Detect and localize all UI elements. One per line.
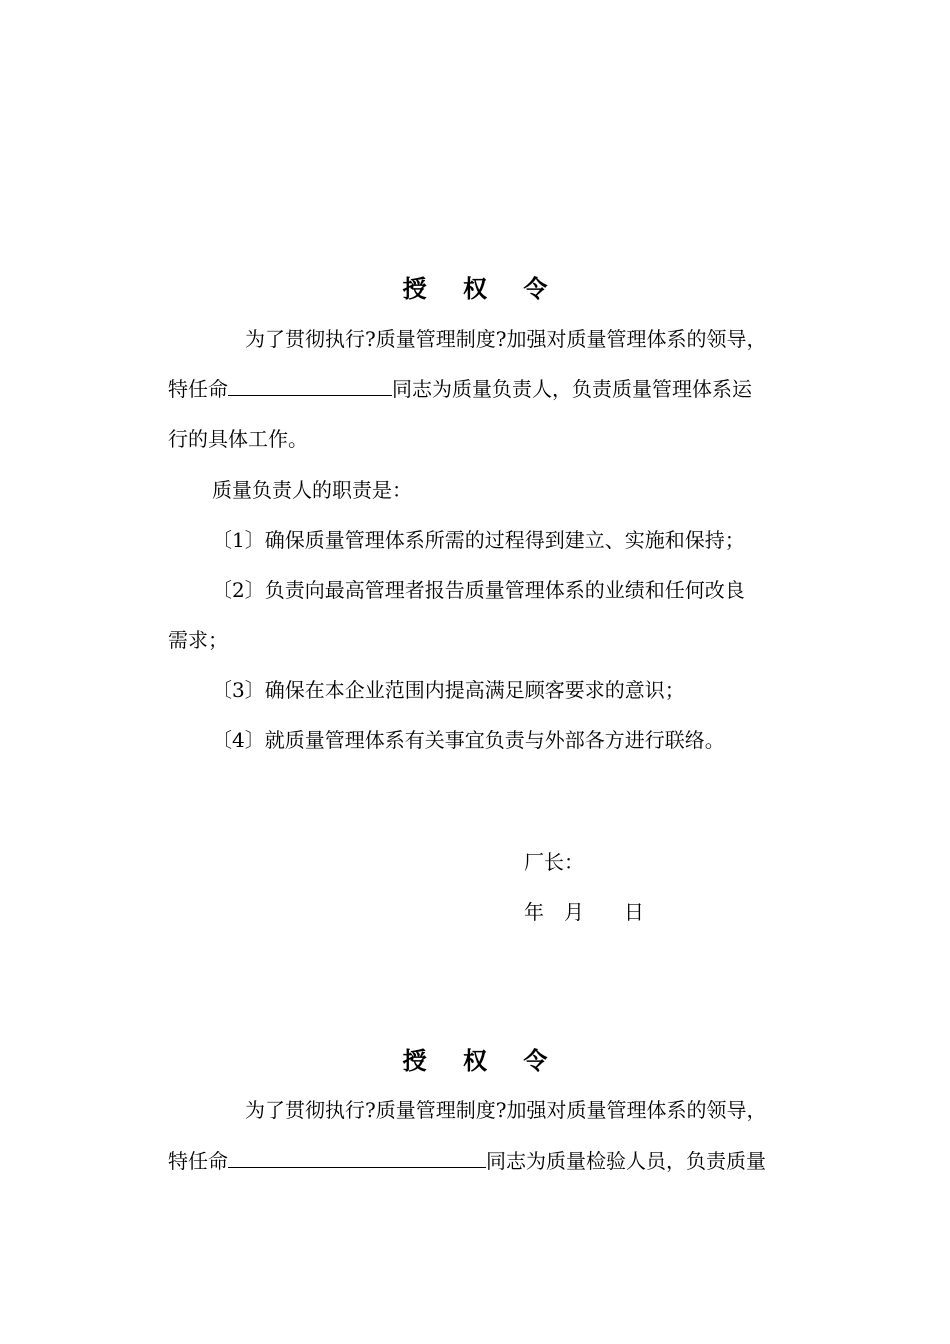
appoint-suffix: 同志为质量检验人员，负责质量 — [486, 1149, 766, 1173]
duty-item-1: 〔1〕确保质量管理体系所需的过程得到建立、实施和保持； — [212, 528, 745, 552]
appoint-prefix: 特任命 — [168, 1149, 228, 1173]
document-title: 授 权 令 — [402, 274, 562, 303]
duty-item-4: 〔4〕就质量管理体系有关事宜负责与外部各方进行联络。 — [212, 728, 725, 752]
duty-item-2: 〔2〕负责向最高管理者报告质量管理体系的业绩和任何改良 — [212, 578, 745, 602]
name-blank — [228, 377, 392, 396]
name-blank — [228, 1149, 486, 1168]
intro-line-1: 为了贯彻执行?质量管理制度?加强对质量管理体系的领导， — [245, 327, 767, 351]
intro-line-1: 为了贯彻执行?质量管理制度?加强对质量管理体系的领导， — [245, 1098, 767, 1122]
intro-line-2 — [168, 1149, 766, 1173]
duties-heading: 质量负责人的职责是： — [212, 478, 412, 502]
duty-item-3: 〔3〕确保在本企业范围内提高满足顾客要求的意识； — [212, 678, 685, 702]
duty-item-2-continued: 需求； — [168, 628, 228, 652]
intro-line-2 — [168, 377, 752, 401]
appoint-suffix: 同志为质量负责人，负责质量管理体系运 — [392, 377, 752, 401]
document-title: 授 权 令 — [402, 1046, 562, 1075]
appoint-prefix: 特任命 — [168, 377, 228, 401]
intro-line-3: 行的具体工作。 — [168, 427, 308, 451]
signer-label: 厂长： — [524, 850, 584, 874]
date-label: 年 月 日 — [524, 900, 644, 924]
